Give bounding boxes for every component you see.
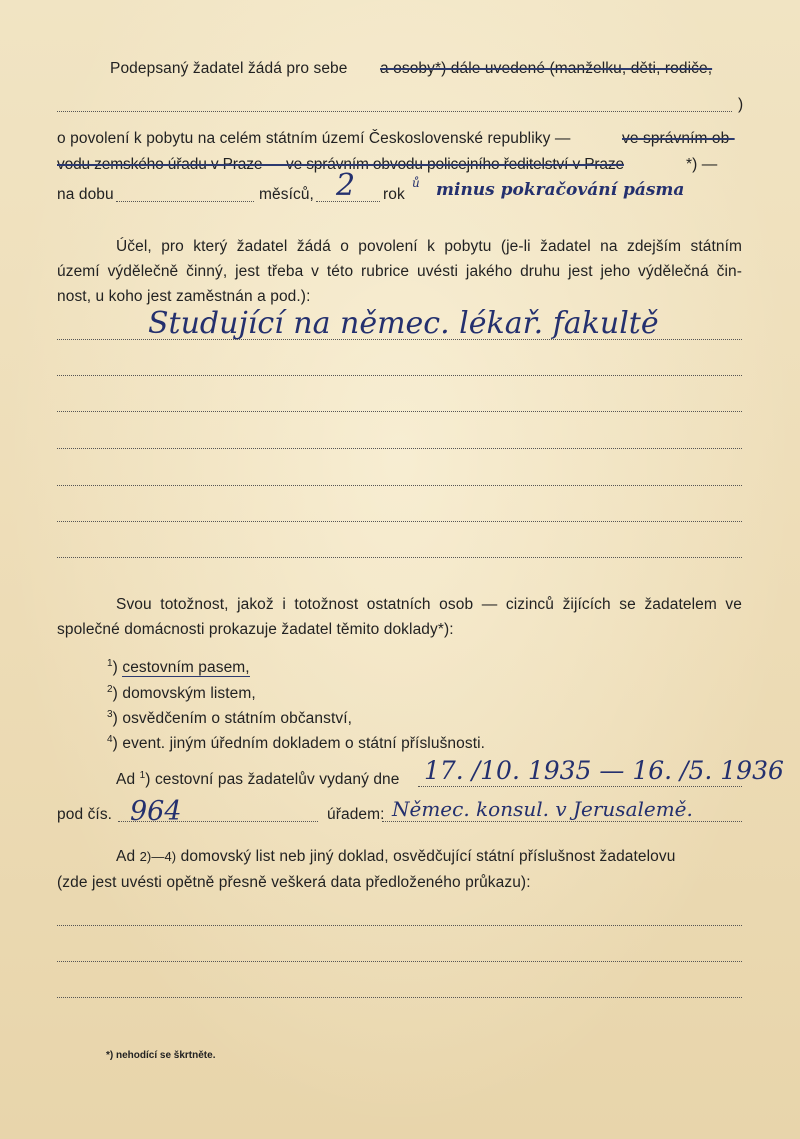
purpose-line-7 (57, 557, 742, 558)
option-number: 2 (107, 683, 113, 695)
intro-blank-line (57, 111, 732, 112)
purpose-line2: území výdělečně činný, jest třeba v této rubrice uvésti jakého druhu jest jeho výdělečná čin- (57, 263, 742, 280)
passport-label-text: cestovní pas žadatelův vydaný dne (154, 771, 400, 788)
identity-line1: Svou totožnost, jakož i totožnost ostatních osob — cizinců žijících se žadatelem ve (116, 596, 742, 613)
years-note: minus pokračování pásma (436, 180, 685, 200)
purpose-line-6 (57, 521, 742, 522)
permit-line2-struck: vodu zemského úřadu v Praze — ve správním obvodu policejního ředitelství v Praze (57, 156, 624, 173)
option-text: osvědčením o státním občanství, (122, 710, 353, 727)
other-docs-line-1 (57, 925, 742, 926)
years-label: rok (383, 186, 405, 203)
passport-date-blank (418, 786, 742, 787)
other-docs-line1-text: domovský list neb jiný doklad, osvědčující státní příslušnost žadatelovu (180, 848, 676, 865)
purpose-line-1 (57, 339, 742, 340)
identity-line2: společné domácnosti prokazuje žadatel těmito doklady*): (57, 621, 454, 638)
passport-number: 964 (130, 796, 182, 827)
option-number: 4 (107, 733, 113, 745)
duration-label: na dobu (57, 186, 114, 203)
passport-number-label: pod čís. (57, 806, 113, 823)
option-cestovnim-pasem: $^1$) cestovním pasem, (107, 657, 250, 676)
purpose-line-4 (57, 448, 742, 449)
months-label: měsíců, (259, 186, 314, 203)
passport-ref: 1 (139, 769, 146, 781)
passport-office: Němec. konsul. v Jerusalemě. (392, 797, 693, 821)
other-docs-ref: 2)—4) (139, 849, 177, 864)
option-text: event. jiným úředním dokladem o státní příslušnosti. (122, 735, 486, 752)
purpose-line3: nost, u koho jest zaměstnán a pod.): (57, 288, 311, 305)
other-docs-line-2 (57, 961, 742, 962)
passport-office-blank (382, 821, 742, 822)
option-domovskym-listem: $^2$) domovským listem, (107, 683, 256, 702)
purpose-line-5 (57, 485, 742, 486)
permit-line1-struck: ve správním ob- (622, 130, 735, 147)
option-text: cestovním pasem, (122, 659, 250, 676)
other-docs-lead: Ad (116, 848, 136, 865)
other-docs-line1 (116, 848, 675, 866)
option-number: 1 (107, 657, 113, 669)
intro-struck-text: a osoby*) dále uvedené (manželku, děti, rodiče, (380, 60, 713, 77)
option-osvedcenim: $^3$) osvědčením o státním občanství, (107, 708, 353, 727)
option-number: 3 (107, 708, 113, 720)
purpose-line-3 (57, 411, 742, 412)
purpose-line1: Účel, pro který žadatel žádá o povolení k pobytu (je-li žadatel na zdejším státním (116, 238, 742, 255)
option-text: domovským listem, (122, 685, 256, 702)
permit-line1: o povolení k pobytu na celém státním území Československé republiky — (57, 130, 571, 147)
passport-issued: 17. /10. 1935 — 16. /5. 1936 (424, 756, 784, 785)
passport-label: Ad $^1$) cestovní pas žadatelův vydaný dne (116, 769, 400, 788)
option-jinym-dokladem: $^4$) event. jiným úředním dokladem o státní příslušnosti. (107, 733, 486, 752)
intro-lead: Podepsaný žadatel žádá pro sebe (110, 60, 348, 77)
months-blank (116, 201, 254, 202)
purpose-line-2 (57, 375, 742, 376)
permit-line2-tail: *) — (686, 156, 718, 173)
other-docs-line-3 (57, 997, 742, 998)
years-suffix: ů (412, 176, 420, 190)
years-value: 2 (336, 168, 356, 203)
footnote: *) nehodící se škrtněte. (106, 1050, 216, 1061)
purpose-answer: Studující na němec. lékař. fakultě (148, 306, 659, 341)
intro-close-paren: ) (738, 96, 744, 113)
passport-lead: Ad (116, 771, 136, 788)
other-docs-line2: (zde jest uvésti opětně přesně veškerá data předloženého průkazu): (57, 874, 531, 891)
passport-office-label: úřadem: (327, 806, 385, 823)
